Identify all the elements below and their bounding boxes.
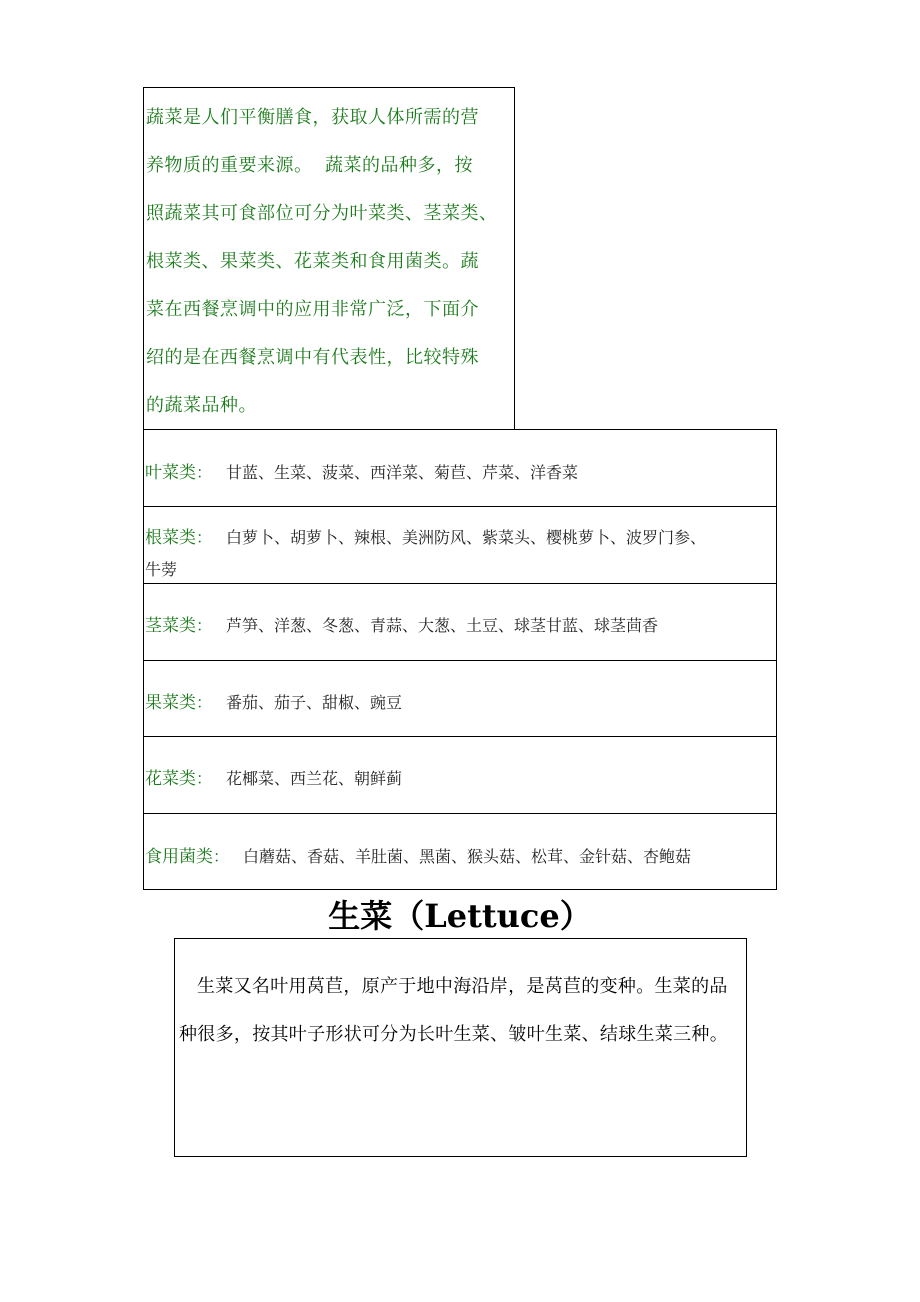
intro-paragraph <box>146 94 516 430</box>
category-label: 花菜类 <box>145 769 196 789</box>
intro-line: 菜在西餐烹调中的应用非常广泛，下面介 <box>146 299 479 320</box>
intro-line: 绍的是在西餐烹调中有代表性，比较特殊 <box>146 347 479 368</box>
intro-line: 养物质的重要来源。 蔬菜的品种多，按 <box>146 155 473 176</box>
description-paragraph: 生菜又名叶用莴苣，原产于地中海沿岸，是莴苣的变种。生菜的品种很多，按其叶子形状可分为长叶生菜、皱叶生菜、结球生菜三种。 <box>179 976 728 1045</box>
intro-line: 照蔬菜其可食部位可分为叶菜类、茎菜类、 <box>146 203 498 224</box>
category-label: 果菜类 <box>145 693 196 713</box>
category-label: 茎菜类 <box>145 616 196 636</box>
category-items: 芦笋、洋葱、冬葱、青蒜、大葱、土豆、球茎甘蓝、球茎茴香 <box>226 616 659 635</box>
vegetable-category-table <box>143 429 777 890</box>
category-line <box>145 688 402 713</box>
category-label: 食用菌类 <box>145 847 213 867</box>
intro-line: 根菜类、果菜类、花菜类和食用菌类。蔬 <box>146 251 479 272</box>
category-items: 白蘑菇、香菇、羊肚菌、黑菌、猴头菇、松茸、金针菇、杏鲍菇 <box>243 847 692 866</box>
category-row-leaf <box>144 430 776 506</box>
category-items: 甘蓝、生菜、菠菜、西洋菜、菊苣、芹菜、洋香菜 <box>226 463 579 482</box>
section-title: 生菜（Lettuce） <box>328 897 592 935</box>
category-label: 叶菜类 <box>145 463 196 483</box>
category-colon: ： <box>196 693 213 712</box>
intro-line: 的蔬菜品种。 <box>146 395 257 416</box>
intro-line: 蔬菜是人们平衡膳食，获取人体所需的营 <box>146 107 479 128</box>
description-box <box>174 938 747 1157</box>
category-colon: ： <box>196 769 213 788</box>
category-line <box>145 611 658 636</box>
category-row-fruit <box>144 660 776 736</box>
category-colon: ： <box>196 616 213 635</box>
intro-box <box>143 87 515 429</box>
category-row-fungi <box>144 813 776 890</box>
category-row-flower <box>144 736 776 813</box>
category-row-root <box>144 506 776 583</box>
category-label: 根菜类 <box>145 528 196 548</box>
category-items: 番茄、茄子、甜椒、豌豆 <box>226 693 403 712</box>
category-colon: ： <box>213 847 230 866</box>
category-line <box>145 458 578 483</box>
category-items: 花椰菜、西兰花、朝鲜蓟 <box>226 769 403 788</box>
category-line <box>145 523 706 548</box>
category-items-continuation: 牛蒡 <box>145 560 178 579</box>
category-colon: ： <box>196 528 213 547</box>
category-items: 白萝卜、胡萝卜、辣根、美洲防风、紫菜头、樱桃萝卜、波罗门参、 <box>226 528 707 547</box>
category-line <box>145 842 691 867</box>
category-row-stem <box>144 583 776 660</box>
category-colon: ： <box>196 463 213 482</box>
category-line <box>145 764 402 789</box>
